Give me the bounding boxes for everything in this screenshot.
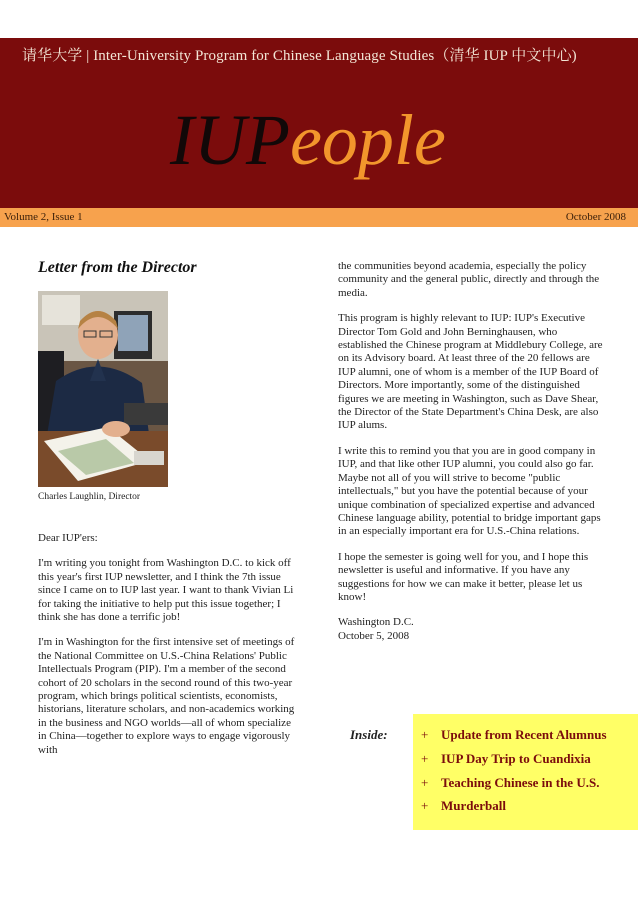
right-column [338, 260, 608, 655]
salutation: Dear IUP'ers: [38, 532, 98, 544]
volume-issue: Volume 2, Issue 1 [4, 211, 83, 223]
letter-paragraph: I'm in Washington for the first intensive set of meetings of the National Committee on U.S.-China Relations' Public Intellectuals Program (PIP). I'm a member of the second cohort of 20 scholars in the second round of this two-year program, which brings political scientists, economists, historians, literature scholars, and non-academics working in the business and NGO worlds—all of whom specialize in China—together to explore ways to engage vigorously with [38, 636, 295, 756]
plus-icon: + [421, 775, 429, 790]
inside-contents-box [413, 714, 638, 830]
letter-paragraph: I hope the semester is going well for you, and I hope this newsletter is useful and informative. If you have any suggestions for how we can make it better, please let us know! [338, 550, 589, 603]
letter-paragraph: I'm writing you tonight from Washington D.C. to kick off this year's first IUP newsletter, and I think the 7th issue since I came on to IUP last year. I want to thank Vivian Li for taking the initiative to help put this issue together; I think she has done a terrific job! [38, 557, 294, 624]
newsletter-logo [170, 100, 446, 180]
masthead-program-line: 请华大学 | Inter-University Program for Chinese Language Studies（清华 IUP 中文中心) [22, 48, 577, 64]
inside-item-label: Teaching Chinese in the U.S. [441, 775, 600, 790]
left-column [38, 259, 302, 769]
letter-paragraph: I write this to remind you that you are in good company in IUP, and that like other IUP alumni, you could also go far. Maybe not all of you will strive to become "public intellectuals," but you have the potential because of your unique combination of specialized expertise and advanced Chinese language ability, potential to bridge important gaps in an especially important era for U.S.-China relations. [338, 444, 601, 538]
letter-paragraph: This program is highly relevant to IUP: IUP's Executive Director Tom Gold and John Berninghausen, who established the Chinese program at Middlebury College, are on its Advisory board. At least three of the 20 fellows are IUP alumni, one of whom is a member of the IUP Board of Directors. More importantly, some of the distinguished figures we are meeting in Washington, such as Dave Shear, the Director of the State Department's China Desk, are also IUP alums. [338, 312, 603, 432]
inside-item[interactable] [421, 727, 607, 743]
plus-icon: + [421, 751, 429, 766]
letter-title: Letter from the Director [38, 259, 197, 276]
plus-icon: + [421, 798, 429, 813]
inside-item-label: Update from Recent Alumnus [441, 727, 607, 742]
inside-item-label: IUP Day Trip to Cuandixia [441, 751, 591, 766]
plus-icon: + [421, 727, 429, 742]
signoff-place: Washington D.C. [338, 616, 414, 629]
photo-caption: Charles Laughlin, Director [38, 492, 141, 502]
masthead [0, 38, 638, 208]
inside-item-label: Murderball [441, 798, 506, 813]
inside-label: Inside: [350, 727, 388, 742]
inside-item[interactable] [421, 775, 599, 791]
logo-iup: IUP [170, 100, 290, 180]
letter-signoff [338, 616, 608, 643]
issue-date: October 2008 [565, 211, 626, 223]
letter-paragraph: the communities beyond academia, especially the policy community and the general public, directly and through the media. [338, 260, 600, 299]
logo-eople: eople [289, 100, 446, 180]
issue-bar [0, 208, 638, 227]
inside-item[interactable] [421, 798, 506, 814]
director-photo [38, 291, 168, 487]
inside-item[interactable] [421, 751, 591, 767]
signoff-date: October 5, 2008 [338, 629, 410, 642]
director-photo-illustration [38, 291, 168, 487]
